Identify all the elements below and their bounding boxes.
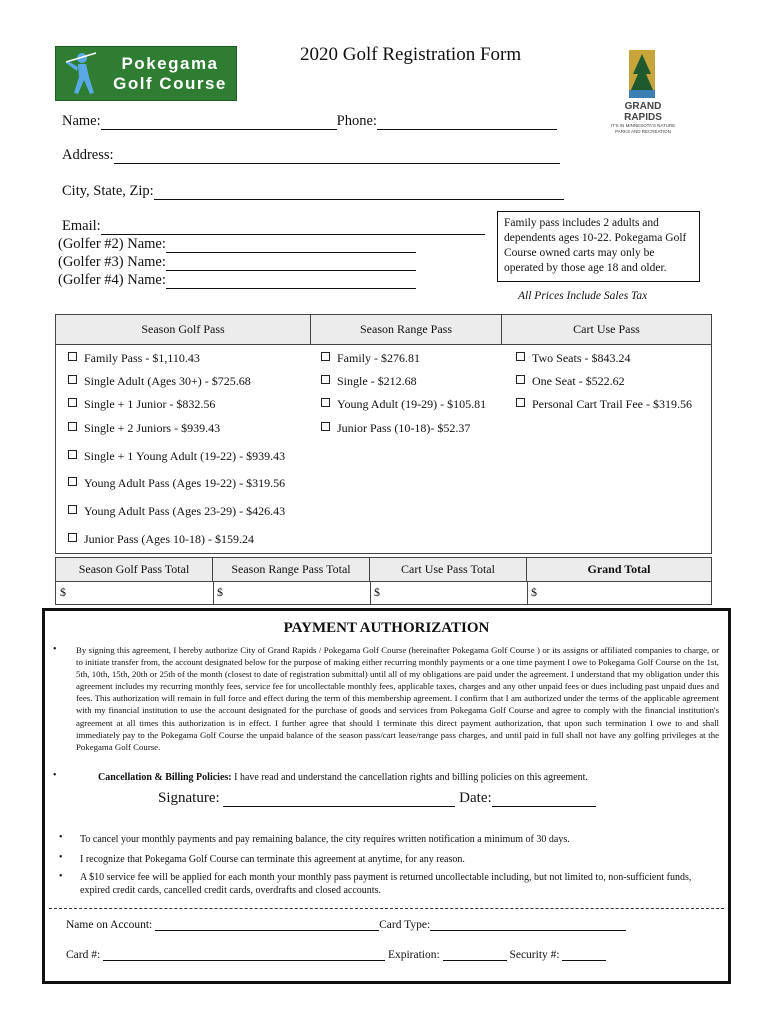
option-young-adult-19-22[interactable]	[68, 476, 285, 491]
grand-rapids-sub: PARKS AND RECREATION	[615, 129, 671, 134]
golfer4-label: (Golfer #4) Name:	[58, 272, 166, 288]
security-label: Security #:	[509, 949, 560, 961]
grand-rapids-name: GRAND RAPIDS	[624, 101, 662, 123]
payment-title: PAYMENT AUTHORIZATION	[283, 620, 490, 636]
golfer2-field[interactable]	[58, 236, 416, 253]
option-single-1-young-adult[interactable]	[68, 449, 285, 464]
signature-line[interactable]	[158, 790, 596, 807]
checkbox[interactable]	[68, 533, 77, 542]
city-label: City, State, Zip:	[62, 183, 154, 199]
date-label: Date:	[459, 790, 492, 806]
checkbox[interactable]	[68, 352, 77, 361]
name-on-account-label: Name on Account:	[66, 919, 153, 931]
page-title: 2020 Golf Registration Form	[300, 44, 522, 65]
name-label: Name:	[62, 113, 101, 129]
option-cart-two-seats[interactable]	[516, 351, 630, 366]
divider	[49, 908, 724, 909]
pine-tree-icon	[607, 48, 679, 100]
card-number-field[interactable]	[66, 948, 606, 961]
note-service-fee: A $10 service fee will be applied for each month your monthly pass payment is returned uncollectable including, but not limited to, non-sufficient funds, expired credit cards, cancelled credit cards, overdrafts and closed accounts.	[80, 872, 692, 896]
prices-note: All Prices Include Sales Tax	[518, 290, 648, 302]
option-label: Family - $276.81	[337, 351, 420, 365]
card-type-label: Card Type:	[379, 919, 431, 931]
golfer4-field[interactable]	[58, 272, 416, 289]
total-cart-header: Cart Use Pass Total	[370, 558, 527, 582]
checkbox[interactable]	[516, 352, 525, 361]
option-label: Single + 1 Young Adult (19-22) - $939.43	[84, 449, 286, 463]
option-label: Young Adult Pass (Ages 19-22) - $319.56	[84, 476, 286, 490]
option-range-family[interactable]	[321, 351, 420, 366]
option-label: Single + 1 Junior - $832.56	[84, 397, 216, 411]
authorization-paragraph: By signing this agreement, I hereby authorize City of Grand Rapids / Pokegama Golf Course (hereinafter Pokegama Golf Course ) or its assigns or affiliated companies to charge, or to initiate transfer from, the account designated below for the purpose of making either recurring monthly payments or a one time payment I owe to Pokegama Golf Course on the 1st, 5th, 10th, 15th, 20th or 25th of the month (closest to date of registration submittal) until all of my obligations are paid under the agreement. I understand that my obligation under this agreement includes my recurring monthly fees, service fee for uncollectable monthly fees, applicable taxes, charges and any other unpaid fees or dues including past unpaid dues and fees. This authorization will remain in full force and effect during the term of this membership agreement. I confirm that I am authorized under the terms of the applicable agreement with my financial institution to use the account designated for the purchase of goods and services from Pokegama Golf Course and agree to comply with the financial institution's agreement at all times this authorization is in effect. I further agree that should I terminate this direct payment authorization, that upon such termination I owe to and shall immediately pay to the Pokegama Golf Course the unpaid balance of the season pass/cart lease/range pass charges, and until paid in full shall not have any golfing privileges at the Pokegama Golf Course.	[76, 645, 719, 752]
option-label: Single - $212.68	[337, 374, 417, 388]
option-label: Young Adult (19-29) - $105.81	[337, 397, 487, 411]
checkbox[interactable]	[516, 375, 525, 384]
option-single-2-juniors[interactable]	[68, 421, 220, 436]
total-range-value[interactable]: $	[217, 585, 223, 599]
family-pass-note: Family pass includes 2 adults and dependents ages 10-22. Pokegama Golf Course owned carts may only be operated by those age 18 and older.	[497, 211, 700, 282]
option-single-adult[interactable]	[68, 374, 251, 389]
payment-authorization	[42, 608, 731, 984]
option-cart-one-seat[interactable]	[516, 374, 625, 389]
grand-rapids-tagline: IT'S IN MINNESOTA'S NATURE	[610, 123, 676, 128]
checkbox[interactable]	[68, 477, 77, 486]
total-range-header: Season Range Pass Total	[213, 558, 370, 582]
cart-use-header: Cart Use Pass	[501, 315, 711, 345]
grand-total-value[interactable]: $	[531, 585, 537, 599]
pass-table	[55, 314, 712, 554]
bullet: •	[53, 770, 57, 781]
golfer-icon	[56, 47, 104, 100]
option-label: Single Adult (Ages 30+) - $725.68	[84, 374, 251, 388]
option-young-adult-23-29[interactable]	[68, 504, 285, 519]
bullet: •	[59, 871, 63, 882]
option-range-single[interactable]	[321, 374, 417, 389]
total-cart-value[interactable]: $	[374, 585, 380, 599]
total-golf-value[interactable]: $	[60, 585, 66, 599]
golfer3-field[interactable]	[58, 254, 416, 271]
option-label: Young Adult Pass (Ages 23-29) - $426.43	[84, 504, 286, 518]
option-range-junior[interactable]	[321, 421, 470, 436]
grand-rapids-logo	[607, 48, 679, 134]
option-label: Single + 2 Juniors - $939.43	[84, 421, 221, 435]
logo-line2: Golf Course	[113, 73, 227, 93]
address-field[interactable]	[62, 147, 560, 164]
option-junior-pass[interactable]	[68, 532, 254, 547]
note-cancel-payments: To cancel your monthly payments and pay remaining balance, the city requires written notification a minimum of 30 days.	[80, 834, 570, 845]
option-family-pass[interactable]	[68, 351, 200, 366]
option-single-1-junior[interactable]	[68, 397, 215, 412]
bullet: •	[53, 644, 57, 655]
season-range-header: Season Range Pass	[311, 315, 501, 345]
checkbox[interactable]	[321, 375, 330, 384]
option-range-young-adult[interactable]	[321, 397, 486, 412]
email-field[interactable]	[62, 218, 485, 235]
card-number-label: Card #:	[66, 949, 101, 961]
option-label: Junior Pass (10-18)- $52.37	[337, 421, 471, 435]
option-label: One Seat - $522.62	[532, 374, 625, 388]
checkbox[interactable]	[68, 375, 77, 384]
checkbox[interactable]	[68, 505, 77, 514]
signature-label: Signature:	[158, 790, 220, 806]
checkbox[interactable]	[68, 398, 77, 407]
golfer3-label: (Golfer #3) Name:	[58, 254, 166, 270]
checkbox[interactable]	[68, 450, 77, 459]
checkbox[interactable]	[321, 352, 330, 361]
phone-label: Phone:	[336, 113, 377, 129]
option-cart-trail-fee[interactable]	[516, 397, 692, 412]
option-label: Junior Pass (Ages 10-18) - $159.24	[84, 532, 254, 546]
account-name-field[interactable]	[66, 918, 626, 931]
option-label: Family Pass - $1,110.43	[84, 351, 200, 365]
cancellation-label: Cancellation & Billing Policies:	[98, 772, 232, 783]
checkbox[interactable]	[516, 398, 525, 407]
bullet: •	[59, 832, 63, 843]
cancellation-policy	[98, 771, 718, 784]
checkbox[interactable]	[68, 422, 77, 431]
cancellation-text: I have read and understand the cancellation rights and billing policies on this agreement.	[231, 772, 588, 783]
note-terminate: I recognize that Pokegama Golf Course can terminate this agreement at anytime, for any reason.	[80, 854, 465, 865]
grand-total-header: Grand Total	[527, 558, 711, 582]
total-golf-header: Season Golf Pass Total	[56, 558, 213, 582]
bullet: •	[59, 852, 63, 863]
email-label: Email:	[62, 218, 101, 234]
logo-line1: Pokegama	[121, 53, 219, 73]
checkbox[interactable]	[321, 422, 330, 431]
name-field[interactable]	[62, 113, 557, 130]
checkbox[interactable]	[321, 398, 330, 407]
address-label: Address:	[62, 147, 114, 163]
golfer2-label: (Golfer #2) Name:	[58, 236, 166, 252]
expiration-label: Expiration:	[387, 949, 440, 961]
option-label: Personal Cart Trail Fee - $319.56	[532, 397, 692, 411]
season-golf-header: Season Golf Pass	[56, 315, 311, 345]
city-state-zip-field[interactable]	[62, 183, 564, 200]
totals-table	[55, 557, 712, 605]
pokegama-logo	[55, 46, 237, 101]
option-label: Two Seats - $843.24	[532, 351, 631, 365]
